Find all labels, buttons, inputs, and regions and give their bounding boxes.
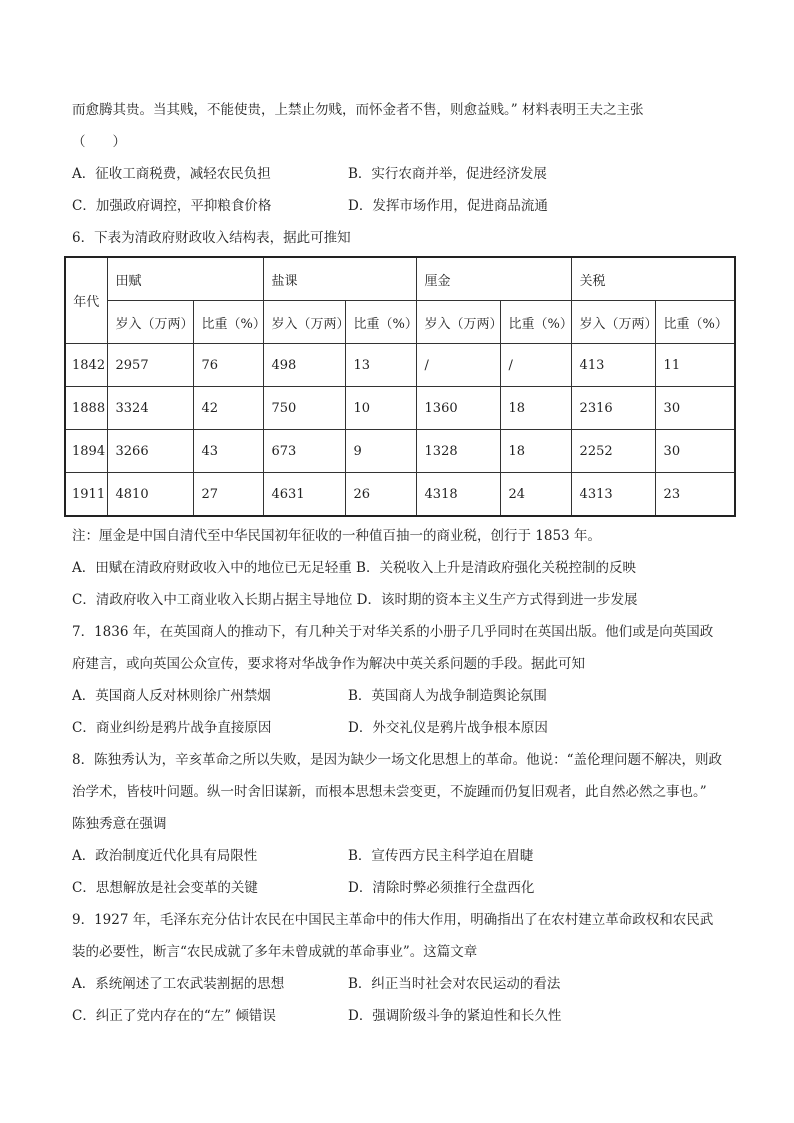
q5-option-b: B．实行农商并举，促进经济发展 (348, 166, 547, 182)
q7-option-c: C．商业纠纷是鸦片战争直接原因 (72, 720, 272, 736)
q7-stem-line-1: 7．1836 年，在英国商人的推动下，有几种关于对华关系的小册子几乎同时在英国出版。他们或是向英国政 (72, 624, 714, 640)
table-cell: 23 (655, 473, 735, 517)
table-cell: 4318 (416, 473, 500, 517)
table-subheader-row (65, 301, 735, 344)
table-cell: 673 (263, 430, 345, 473)
table-cell: 30 (655, 430, 735, 473)
sub-header: 比重（%） (655, 301, 735, 344)
sub-header: 岁入（万两） (263, 301, 345, 344)
table-cell: 4631 (263, 473, 345, 517)
table-cell: / (500, 344, 571, 387)
q8-option-b: B．宣传西方民主科学迫在眉睫 (348, 848, 534, 864)
table-header-row (65, 257, 735, 301)
table-row (65, 387, 735, 430)
year-header: 年代 (65, 257, 107, 344)
table-cell: 11 (655, 344, 735, 387)
table-cell: 1888 (65, 387, 107, 430)
table-cell: 498 (263, 344, 345, 387)
table-cell: 1842 (65, 344, 107, 387)
q8-option-d: D．清除时弊必须推行全盘西化 (348, 880, 535, 896)
category-header: 厘金 (416, 257, 571, 301)
category-header: 关税 (571, 257, 735, 301)
table-cell: 18 (500, 430, 571, 473)
sub-header: 比重（%） (345, 301, 416, 344)
table-cell: 13 (345, 344, 416, 387)
table-cell: 750 (263, 387, 345, 430)
q6-options-cd: C．清政府收入中工商业收入长期占据主导地位 D．该时期的资本主义生产方式得到进一步发展 (72, 592, 638, 608)
q7-option-a: A．英国商人反对林则徐广州禁烟 (72, 688, 271, 704)
q9-option-a: A．系统阐述了工农武装割据的思想 (72, 976, 285, 992)
q5-option-d: D．发挥市场作用，促进商品流通 (348, 198, 548, 214)
q7-stem-line-2: 府建言，或向英国公众宣传，要求将对华战争作为解决中英关系问题的手段。据此可知 (72, 656, 585, 672)
table-cell: 1328 (416, 430, 500, 473)
table-cell: 43 (193, 430, 263, 473)
finance-table (64, 256, 736, 517)
table-cell: 76 (193, 344, 263, 387)
table-cell: 42 (193, 387, 263, 430)
q8-option-a: A．政治制度近代化具有局限性 (72, 848, 258, 864)
q6-note: 注：厘金是中国自清代至中华民国初年征收的一种值百抽一的商业税，创行于 1853 年。 (72, 528, 601, 544)
category-header: 田赋 (107, 257, 263, 301)
q9-option-d: D．强调阶级斗争的紧迫性和长久性 (348, 1008, 562, 1024)
q6-stem: 6．下表为清政府财政收入结构表，据此可推知 (72, 230, 351, 246)
table-cell: 2957 (107, 344, 193, 387)
q8-stem-line-2: 治学术，皆枝叶问题。纵一时舍旧谋新，而根本思想未尝变更，不旋踵而仍复旧观者，此自然必然之事也。” (72, 784, 707, 800)
q8-stem-line-1: 8．陈独秀认为，辛亥革命之所以失败，是因为缺少一场文化思想上的革命。他说：“盖伦理问题不解决，则政 (72, 752, 722, 768)
q9-option-b: B．纠正当时社会对农民运动的看法 (348, 976, 561, 992)
q5-option-c: C．加强政府调控，平抑粮食价格 (72, 198, 272, 214)
q9-option-c: C．纠正了党内存在的“左” 倾错误 (72, 1008, 276, 1024)
table-cell: 1911 (65, 473, 107, 517)
table-cell: 18 (500, 387, 571, 430)
sub-header: 比重（%） (193, 301, 263, 344)
table-cell: 30 (655, 387, 735, 430)
q9-stem-line-2: 装的必要性，断言“农民成就了多年未曾成就的革命事业”。这篇文章 (72, 944, 478, 960)
table-cell: 27 (193, 473, 263, 517)
table-cell: 3324 (107, 387, 193, 430)
q6-options-ab: A．田赋在清政府财政收入中的地位已无足轻重 B．关税收入上升是清政府强化关税控制的反映 (72, 560, 636, 576)
table-cell: 10 (345, 387, 416, 430)
table-cell: 26 (345, 473, 416, 517)
sub-header: 比重（%） (500, 301, 571, 344)
table-cell: 4313 (571, 473, 655, 517)
table-cell: 3266 (107, 430, 193, 473)
q9-stem-line-1: 9．1927 年，毛泽东充分估计农民在中国民主革命中的伟大作用，明确指出了在农村建立革命政权和农民武 (72, 912, 714, 928)
table-cell: 1894 (65, 430, 107, 473)
q7-option-d: D．外交礼仪是鸦片战争根本原因 (348, 720, 548, 736)
table-cell: 2252 (571, 430, 655, 473)
q5-answer-bracket: （ ） (72, 134, 126, 150)
table-row (65, 473, 735, 517)
q8-option-c: C．思想解放是社会变革的关键 (72, 880, 258, 896)
sub-header: 岁入（万两） (107, 301, 193, 344)
table-cell: 1360 (416, 387, 500, 430)
table-cell: 24 (500, 473, 571, 517)
q8-stem-line-3: 陈独秀意在强调 (72, 816, 167, 832)
table-cell: 4810 (107, 473, 193, 517)
table-cell: 413 (571, 344, 655, 387)
q7-option-b: B．英国商人为战争制造舆论氛围 (348, 688, 547, 704)
q5-option-a: A．征收工商税费，减轻农民负担 (72, 166, 271, 182)
table-row (65, 344, 735, 387)
category-header: 盐课 (263, 257, 416, 301)
sub-header: 岁入（万两） (416, 301, 500, 344)
table-row (65, 430, 735, 473)
sub-header: 岁入（万两） (571, 301, 655, 344)
table-cell: 9 (345, 430, 416, 473)
table-cell: / (416, 344, 500, 387)
q5-stem-line: 而愈腾其贵。当其贱，不能使贵，上禁止勿贱，而怀金者不售，则愈益贱。” 材料表明王夫之主张 (72, 102, 644, 118)
table-cell: 2316 (571, 387, 655, 430)
